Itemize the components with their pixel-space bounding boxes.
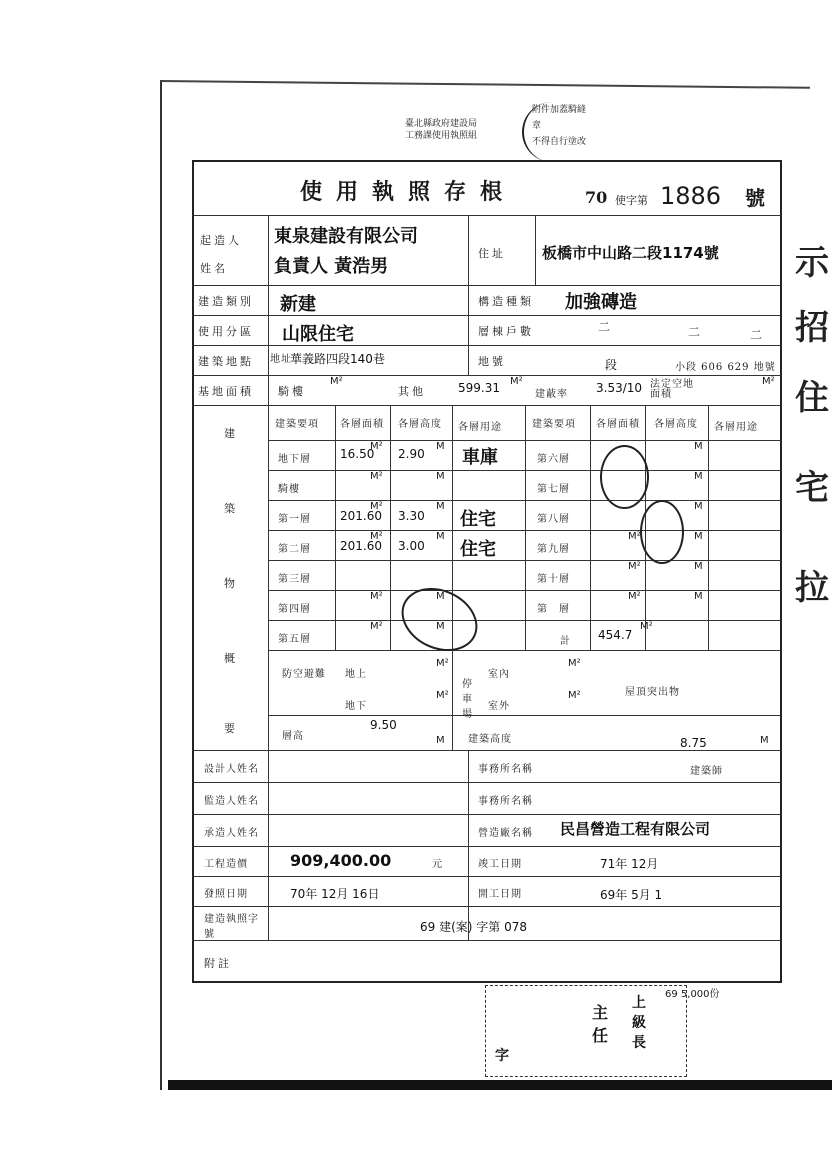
- building-height-label: 建築高度: [468, 734, 512, 745]
- issue-date-label: 發照日期: [204, 889, 248, 900]
- building-type-value: 新建: [280, 294, 316, 315]
- floors-households-label: 層棟戶數: [478, 325, 534, 338]
- unit-m: M: [694, 561, 703, 572]
- firm-name-label: 營造廠名稱: [478, 828, 533, 839]
- cost-value: 909,400.00: [290, 851, 392, 870]
- unit-m: M: [694, 591, 703, 602]
- col-header-use-2: 各層用途: [714, 422, 758, 433]
- row-divider: [268, 715, 782, 716]
- site-location-label: 建築地點: [198, 355, 254, 368]
- sheet-left-edge: [160, 80, 162, 1090]
- col-divider: [452, 650, 453, 750]
- indoor-label: 室內: [488, 669, 510, 680]
- row-divider: [192, 846, 782, 847]
- builder-name-label: 姓名: [200, 262, 228, 275]
- row-floor-7: 第七層: [537, 484, 570, 495]
- right-edge-char: 示: [795, 243, 829, 283]
- roof-protrusion-label: 屋頂突出物: [625, 687, 680, 698]
- unit-m: M: [694, 441, 703, 452]
- col-divider: [335, 405, 336, 650]
- approval-cell-2: 上級長: [632, 995, 646, 1051]
- approval-cell-1: 主任: [592, 1003, 609, 1045]
- supervisor-label: 監造人姓名: [204, 796, 259, 807]
- col-header-area: 各層面積: [340, 419, 384, 430]
- form-number-suffix: 號: [745, 186, 765, 210]
- floor2-height: 3.00: [398, 539, 425, 553]
- side-char: 築: [224, 502, 238, 515]
- floor1-use: 住宅: [460, 509, 496, 530]
- arcade-label: 騎樓: [278, 385, 306, 398]
- row-divider: [192, 906, 782, 907]
- row-floor-1: 第一層: [278, 514, 311, 525]
- row-divider: [192, 750, 782, 751]
- unit-m: M: [436, 471, 445, 482]
- completion-value: 71年 12月: [600, 857, 659, 871]
- col-divider: [468, 285, 469, 375]
- cost-label: 工程造價: [204, 859, 248, 870]
- unit-m2: M²: [330, 376, 343, 387]
- outdoor-label: 室外: [488, 701, 510, 712]
- sheet-top-edge: [160, 80, 810, 89]
- row-floor-n: 第 層: [537, 604, 570, 615]
- other-label: 其他: [398, 385, 426, 398]
- unit-m: M: [436, 591, 445, 602]
- row-basement: 地下層: [278, 454, 311, 465]
- coverage-label: 建蔽率: [535, 389, 568, 400]
- site-address-value: 華義路四段140巷: [290, 352, 385, 366]
- unit-m2: M²: [370, 441, 383, 452]
- header-stamp-line: 附件加蓋騎縫章: [532, 105, 587, 131]
- buildings-value: 二: [688, 325, 701, 339]
- office-name-label-2: 事務所名稱: [478, 796, 533, 807]
- unit-m2: M²: [370, 531, 383, 542]
- unit-m: M: [694, 471, 703, 482]
- col-header-height: 各層高度: [398, 419, 442, 430]
- building-type-label: 建造類別: [198, 295, 254, 308]
- zoning-label: 使用分區: [198, 325, 254, 338]
- row-floor-3: 第三層: [278, 574, 311, 585]
- permit-no-label: 建造執照字號: [204, 914, 259, 940]
- form-title: 使用執照存根: [300, 179, 517, 205]
- row-floor-4: 第四層: [278, 604, 311, 615]
- right-edge-char: 拉: [795, 568, 829, 608]
- approval-stamp: [485, 985, 687, 1077]
- col-header-area-2: 各層面積: [596, 419, 640, 430]
- col-header-use: 各層用途: [458, 422, 502, 433]
- col-divider: [590, 405, 591, 650]
- address-value: 板橋市中山路二段1174號: [542, 244, 719, 262]
- row-divider: [192, 782, 782, 783]
- contractor-firm: 民昌營造工程有限公司: [560, 820, 711, 838]
- parking-label: 停車場: [462, 679, 473, 720]
- header-stamp-left: [405, 118, 477, 142]
- start-date-label: 開工日期: [478, 889, 522, 900]
- unit-m2: M²: [370, 591, 383, 602]
- row-arcade: 騎樓: [278, 484, 300, 495]
- structure-type-value: 加強磚造: [565, 292, 637, 313]
- unit-m2: M²: [628, 561, 641, 572]
- unit-yuan: 元: [432, 859, 443, 870]
- right-edge-char: 招: [795, 308, 829, 348]
- row-floor-9: 第九層: [537, 544, 570, 555]
- unit-m2: M²: [370, 471, 383, 482]
- above-label: 地上: [345, 669, 367, 680]
- row-floor-10: 第十層: [537, 574, 570, 585]
- col-divider: [390, 405, 391, 650]
- unit-m2: M²: [436, 690, 449, 701]
- row-floor-6: 第六層: [537, 454, 570, 465]
- unit-m2: M²: [568, 658, 581, 669]
- unit-m: M: [436, 735, 445, 746]
- issue-date-value: 70年 12月 16日: [290, 887, 380, 901]
- representative-value: 負責人 黃浩男: [274, 256, 389, 277]
- side-char: 概: [224, 652, 238, 665]
- form-year: 70: [585, 188, 608, 207]
- total-area: 454.7: [598, 628, 633, 642]
- row-divider: [192, 940, 782, 941]
- unit-m2: M²: [762, 376, 775, 387]
- remarks-label: 附註: [204, 957, 232, 970]
- col-divider: [468, 215, 469, 285]
- row-floor-8: 第八層: [537, 514, 570, 525]
- unit-m2: M²: [510, 376, 523, 387]
- row-divider: [192, 405, 782, 406]
- row-divider: [192, 345, 782, 346]
- completion-label: 竣工日期: [478, 859, 522, 870]
- header-stamp-line: 工務課使用執照組: [405, 131, 478, 141]
- round-stamp: [640, 500, 684, 564]
- contractor-label: 承造人姓名: [204, 828, 259, 839]
- right-edge-char: 住: [795, 378, 829, 418]
- col-divider: [535, 215, 536, 285]
- unit-m2: M²: [628, 591, 641, 602]
- floor2-area: 201.60: [340, 539, 382, 553]
- form-number: 1886: [660, 182, 722, 210]
- office-name-label: 事務所名稱: [478, 764, 533, 775]
- side-char: 建: [224, 427, 238, 440]
- builder-value: 東泉建設有限公司: [274, 226, 418, 247]
- basement-use: 車庫: [462, 447, 498, 468]
- lot-section-value: 段: [605, 358, 618, 372]
- header-stamp-line: 臺北縣政府建設局: [405, 119, 478, 129]
- unit-m: M: [694, 501, 703, 512]
- row-divider: [192, 285, 782, 286]
- site-lot-label: 地號: [478, 355, 506, 368]
- unit-m2: M²: [568, 690, 581, 701]
- header-stamp-line: 不得自行塗改: [532, 137, 587, 147]
- right-edge-char: 宅: [795, 468, 829, 508]
- col-header-items-2: 建築要項: [532, 419, 576, 430]
- col-header-height-2: 各層高度: [654, 419, 698, 430]
- start-date-value: 69年 5月 1: [600, 888, 663, 902]
- floor1-area: 201.60: [340, 509, 382, 523]
- floor1-height: 3.30: [398, 509, 425, 523]
- floors-value: 二: [598, 320, 611, 334]
- unit-m: M: [760, 735, 769, 746]
- col-divider: [525, 405, 526, 650]
- unit-m2: M²: [628, 531, 641, 542]
- unit-m: M: [436, 441, 445, 452]
- row-divider: [192, 375, 782, 376]
- base-area-label: 基地面積: [198, 385, 254, 398]
- unit-m2: M²: [370, 501, 383, 512]
- side-char: 物: [224, 577, 238, 590]
- approval-extra: 字: [495, 1048, 509, 1064]
- unit-m2: M²: [640, 621, 653, 632]
- form-type-label: 使字第: [615, 194, 648, 207]
- builder-label: 起造人: [200, 234, 242, 247]
- air-raid-label: 防空避難: [282, 669, 326, 680]
- row-floor-2: 第二層: [278, 544, 311, 555]
- col-header-items: 建築要項: [275, 419, 319, 430]
- side-char: 要: [224, 722, 238, 735]
- below-label: 地下: [345, 701, 367, 712]
- coverage-value: 3.53/10: [596, 381, 643, 395]
- col-divider: [468, 750, 469, 940]
- unit-m2: M²: [370, 621, 383, 632]
- address-label: 住址: [478, 247, 506, 260]
- row-divider: [192, 814, 782, 815]
- households-value: 二: [750, 328, 763, 342]
- unit-m2: M²: [436, 658, 449, 669]
- basement-area: 16.50: [340, 447, 375, 461]
- permit-value: 69 建(案) 字第 078: [420, 920, 527, 934]
- structure-type-label: 構造種類: [478, 295, 534, 308]
- unit-m: M: [694, 531, 703, 542]
- footer-print: 69 5,000份: [665, 989, 720, 1000]
- row-divider: [192, 215, 782, 216]
- col-divider: [708, 405, 709, 650]
- round-stamp: [600, 445, 649, 509]
- designer-stamp: 建築師: [690, 766, 723, 777]
- header-stamp-right: [522, 102, 592, 162]
- site-address-label: 地址: [270, 354, 292, 365]
- building-height-value: 8.75: [680, 736, 707, 750]
- designer-label: 設計人姓名: [204, 764, 259, 775]
- row-floor-5: 第五層: [278, 634, 311, 645]
- row-divider: [268, 650, 782, 651]
- lot-number-value: 小段 606 629 地號: [675, 362, 776, 373]
- other-area-value: 599.31: [458, 381, 500, 395]
- unit-m: M: [436, 501, 445, 512]
- floor2-use: 住宅: [460, 539, 496, 560]
- storey-height-label: 層高: [282, 731, 304, 742]
- row-total: 計: [560, 636, 571, 647]
- zoning-value: 山限住宅: [282, 324, 354, 345]
- unit-m: M: [436, 621, 445, 632]
- bottom-scan-edge: [168, 1080, 832, 1090]
- storey-height-value: 9.50: [370, 718, 397, 732]
- row-divider: [192, 876, 782, 877]
- open-space-label: 法定空地面積: [650, 379, 694, 400]
- unit-m: M: [436, 531, 445, 542]
- col-divider: [268, 215, 269, 940]
- basement-height: 2.90: [398, 447, 425, 461]
